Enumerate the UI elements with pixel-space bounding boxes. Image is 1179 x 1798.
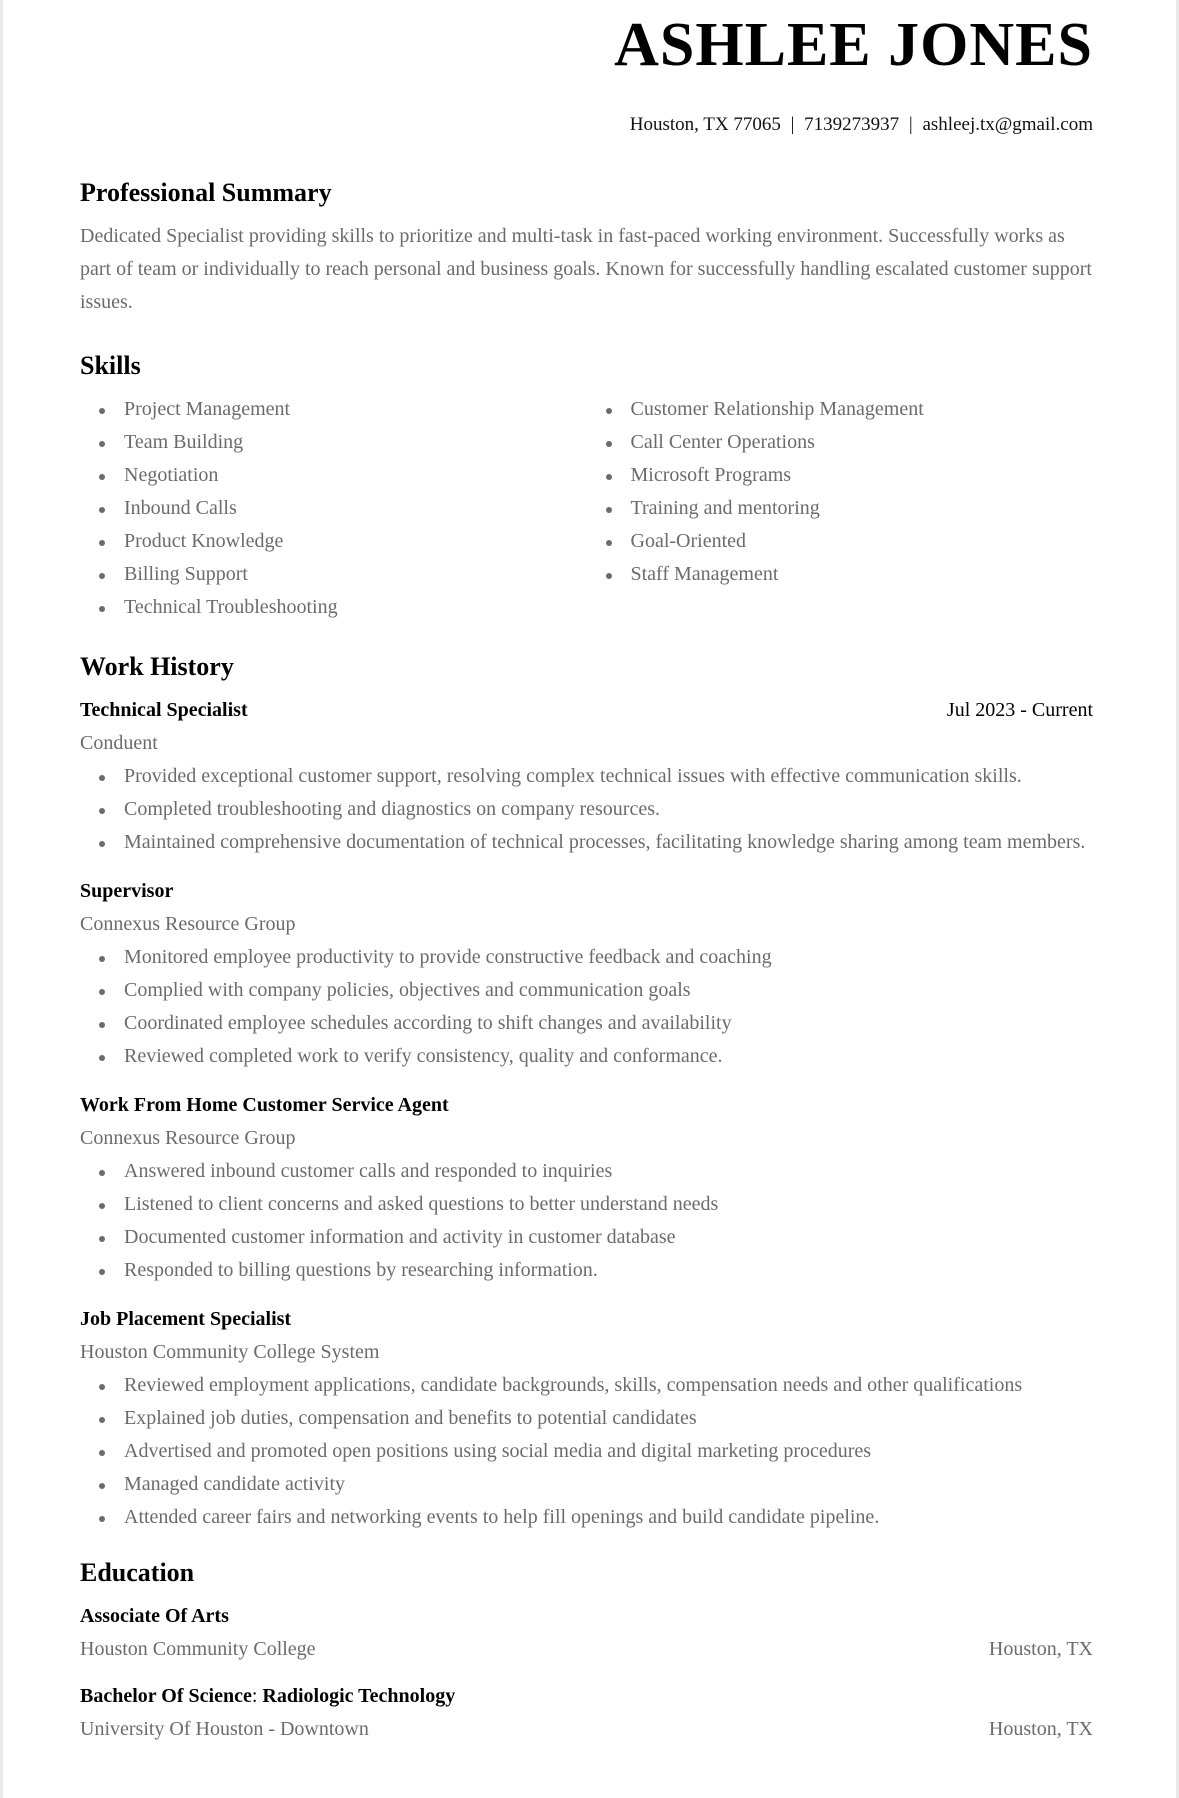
job-bullet: Reviewed employment applications, candidate backgrounds, skills, compensation needs and other qualifications <box>80 1369 1093 1402</box>
job-title-row <box>80 875 1093 908</box>
job-entry <box>80 1303 1093 1534</box>
job-bullet: Attended career fairs and networking events to help fill openings and build candidate pipeline. <box>80 1501 1093 1534</box>
work-history-list <box>80 694 1093 1534</box>
school-name: University Of Houston - Downtown <box>80 1718 369 1740</box>
job-bullet: Documented customer information and activity in customer database <box>80 1221 1093 1254</box>
job-bullet: Provided exceptional customer support, resolving complex technical issues with effective communication skills. <box>80 760 1093 793</box>
job-title: Supervisor <box>80 880 174 902</box>
contact-location: Houston, TX 77065 <box>629 114 781 135</box>
job-bullet: Completed troubleshooting and diagnostics on company resources. <box>80 793 1093 826</box>
skill-item: Team Building <box>80 426 587 459</box>
school-location: Houston, TX <box>988 1718 1093 1740</box>
skill-item: Staff Management <box>587 558 1094 591</box>
summary-text: Dedicated Specialist providing skills to prioritize and multi-task in fast-paced working environment. Successfully works as part of team or individually to reach personal and business goals. Known for successfully handling escalated customer support issues. <box>80 225 1092 313</box>
education-entry <box>80 1680 1093 1746</box>
job-bullet: Maintained comprehensive documentation of technical processes, facilitating knowledge sharing among team members. <box>80 826 1093 859</box>
degree-field: Radiologic Technology <box>262 1685 456 1707</box>
school-row <box>80 1713 1093 1746</box>
job-bullet: Explained job duties, compensation and benefits to potential candidates <box>80 1402 1093 1435</box>
company-name: Houston Community College System <box>80 1341 380 1363</box>
company-name: Connexus Resource Group <box>80 1127 296 1149</box>
degree-name: Bachelor Of Science <box>80 1685 252 1707</box>
skills-column-right <box>587 393 1094 624</box>
job-entry <box>80 1089 1093 1287</box>
page-edge-left <box>0 0 3 1798</box>
job-date: Jul 2023 - Current <box>946 699 1093 721</box>
education-list <box>80 1600 1093 1746</box>
skills-list <box>80 393 1093 624</box>
skills-heading: Skills <box>80 351 141 380</box>
resume-page <box>80 0 1093 1746</box>
skill-item: Negotiation <box>80 459 587 492</box>
skill-item: Billing Support <box>80 558 587 591</box>
job-bullet: Monitored employee productivity to provide constructive feedback and coaching <box>80 941 1093 974</box>
job-entry <box>80 875 1093 1073</box>
skill-item: Training and mentoring <box>587 492 1094 525</box>
degree-line <box>80 1600 1093 1633</box>
skills-column-left <box>80 393 587 624</box>
job-bullet: Reviewed completed work to verify consistency, quality and conformance. <box>80 1040 1093 1073</box>
job-bullets <box>80 1155 1093 1287</box>
degree-colon: : <box>251 1685 263 1707</box>
summary-heading: Professional Summary <box>80 178 332 207</box>
skill-item: Microsoft Programs <box>587 459 1094 492</box>
skill-item: Call Center Operations <box>587 426 1094 459</box>
job-title-row <box>80 1089 1093 1122</box>
contact-line <box>80 114 1093 136</box>
job-bullet: Complied with company policies, objectives and communication goals <box>80 974 1093 1007</box>
contact-phone: 7139273937 <box>804 114 900 135</box>
job-bullets <box>80 941 1093 1073</box>
contact-separator: | <box>790 114 795 135</box>
job-bullet: Listened to client concerns and asked questions to better understand needs <box>80 1188 1093 1221</box>
job-bullet: Responded to billing questions by researching information. <box>80 1254 1093 1287</box>
contact-separator: | <box>908 114 913 135</box>
skill-item: Project Management <box>80 393 587 426</box>
school-name: Houston Community College <box>80 1638 316 1660</box>
skill-item: Product Knowledge <box>80 525 587 558</box>
job-title: Technical Specialist <box>80 699 248 721</box>
job-bullet: Coordinated employee schedules according to shift changes and availability <box>80 1007 1093 1040</box>
job-title: Job Placement Specialist <box>80 1308 292 1330</box>
job-bullets <box>80 1369 1093 1534</box>
contact-email: ashleej.tx@gmail.com <box>922 114 1093 135</box>
job-title-row <box>80 1303 1093 1336</box>
skill-item: Customer Relationship Management <box>587 393 1094 426</box>
education-entry <box>80 1600 1093 1666</box>
education-heading: Education <box>80 1558 195 1587</box>
job-bullet: Answered inbound customer calls and responded to inquiries <box>80 1155 1093 1188</box>
job-bullet: Advertised and promoted open positions using social media and digital marketing procedures <box>80 1435 1093 1468</box>
skill-item: Technical Troubleshooting <box>80 591 587 624</box>
school-location: Houston, TX <box>988 1638 1093 1660</box>
company-name: Conduent <box>80 732 158 754</box>
skill-item: Goal-Oriented <box>587 525 1094 558</box>
candidate-name: ASHLEE JONES <box>614 11 1093 79</box>
job-entry <box>80 694 1093 859</box>
job-bullet: Managed candidate activity <box>80 1468 1093 1501</box>
company-name: Connexus Resource Group <box>80 913 296 935</box>
school-row <box>80 1633 1093 1666</box>
skill-item: Inbound Calls <box>80 492 587 525</box>
job-bullets <box>80 760 1093 859</box>
job-title: Work From Home Customer Service Agent <box>80 1094 449 1116</box>
work-history-heading: Work History <box>80 652 234 681</box>
job-title-row <box>80 694 1093 727</box>
degree-name: Associate Of Arts <box>80 1605 229 1627</box>
degree-line <box>80 1680 1093 1713</box>
